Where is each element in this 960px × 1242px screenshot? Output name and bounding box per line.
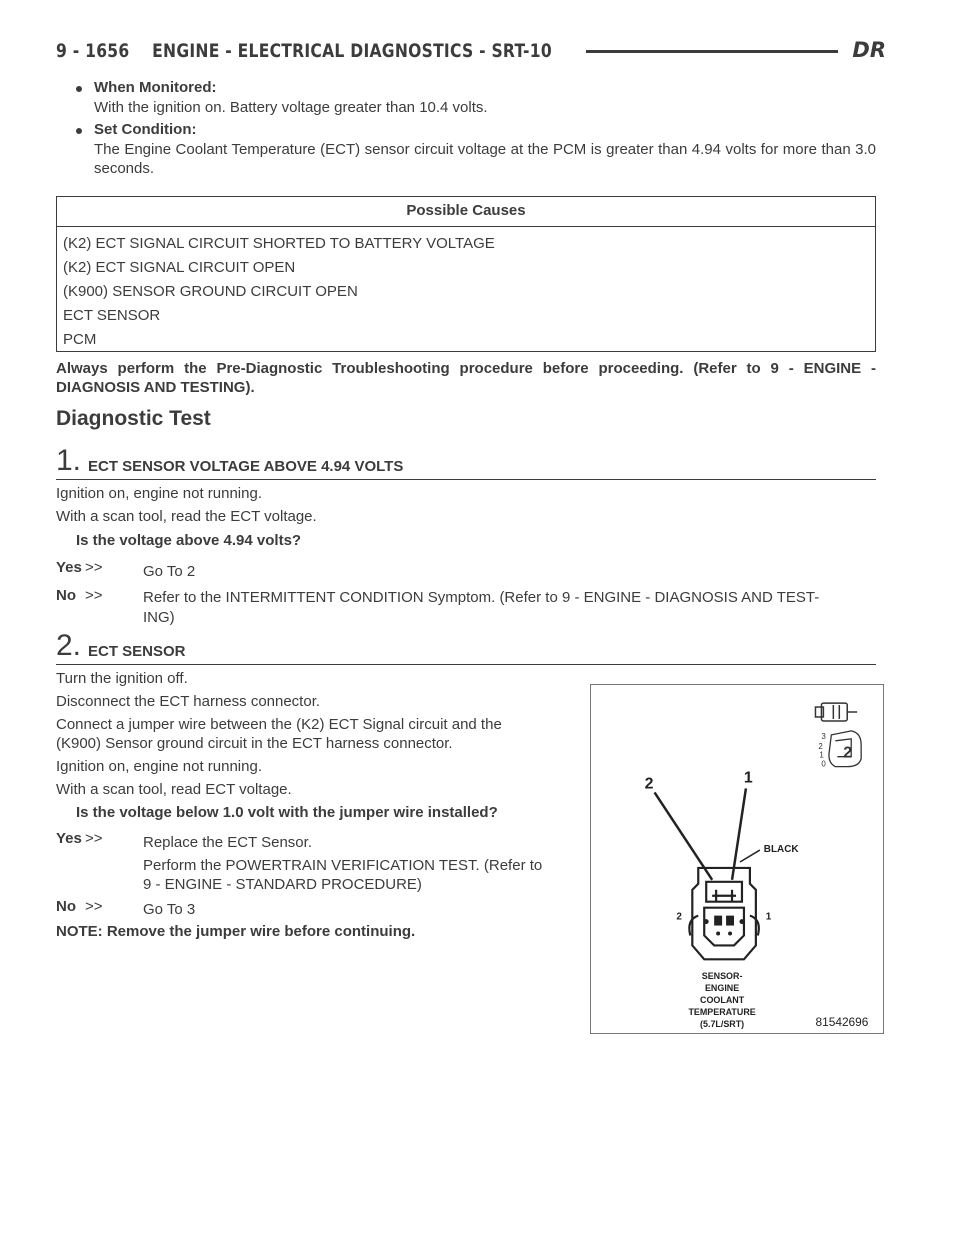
step-1-no-label: No — [56, 587, 76, 604]
bullet-dot — [76, 128, 82, 134]
connector-icon — [815, 703, 857, 721]
cause-item: (K2) ECT SIGNAL CIRCUIT SHORTED TO BATTERY VOLTAGE — [63, 235, 495, 252]
pin-1-leader — [732, 788, 746, 879]
pin-1-label: 1 — [743, 769, 753, 787]
when-monitored-title: When Monitored: — [94, 79, 217, 96]
wire-color-label: BLACK — [763, 844, 799, 856]
pin-2-bottom-label: 2 — [676, 911, 682, 923]
step-2-yes-action: Replace the ECT Sensor. — [143, 834, 312, 851]
scale-label: 3 — [821, 731, 826, 741]
when-monitored-text: With the ignition on. Battery voltage greater than 10.4 volts. — [94, 99, 488, 116]
step-2-heading — [56, 629, 876, 665]
pin-view-number: 2 — [843, 744, 853, 762]
step-2-yes-action: 9 - ENGINE - STANDARD PROCEDURE) — [143, 876, 422, 893]
black-wire-leader — [740, 850, 760, 862]
arrow-glyph: >> — [85, 898, 103, 915]
ect-sensor-connector-figure — [590, 684, 884, 1034]
step-1-no-action-cont: ING) — [143, 609, 175, 626]
step-1-instruction: Ignition on, engine not running. — [56, 485, 262, 502]
caption-line: COOLANT — [700, 995, 745, 1006]
step-number: 1. — [56, 444, 82, 477]
connector-body — [689, 868, 759, 959]
step-title: ECT SENSOR VOLTAGE ABOVE 4.94 VOLTS — [88, 458, 404, 475]
step-2-instruction: Disconnect the ECT harness connector. — [56, 693, 321, 710]
step-2-question: Is the voltage below 1.0 volt with the jumper wire installed? — [76, 804, 498, 821]
caption-line: SENSOR- — [701, 971, 743, 982]
page-header-title: 9 - 1656 ENGINE - ELECTRICAL DIAGNOSTICS - SRT-10 — [56, 40, 552, 62]
connector-diagram — [591, 685, 883, 1033]
pre-diagnostic-note: Always perform the Pre-Diagnostic Troubleshooting procedure before proceeding. (Refer to 9 - ENGINE - DIAGNOSIS AND TESTING). — [56, 360, 876, 396]
cause-item: (K900) SENSOR GROUND CIRCUIT OPEN — [63, 283, 358, 300]
step-2-no-action: Go To 3 — [143, 901, 196, 918]
step-1-no-action: Refer to the INTERMITTENT CONDITION Symptom. (Refer to 9 - ENGINE - DIAGNOSIS AND TEST- — [143, 589, 820, 606]
caption-line: ENGINE — [704, 983, 740, 994]
diagnostic-test-heading: Diagnostic Test — [56, 407, 211, 430]
when-monitored-bullet — [76, 78, 876, 118]
pin-2-label: 2 — [644, 775, 654, 793]
possible-causes-table — [56, 196, 876, 352]
scale-label: 1 — [819, 750, 824, 760]
header-model-code: DR — [852, 38, 886, 62]
arrow-glyph: >> — [85, 830, 103, 847]
set-condition-title: Set Condition: — [94, 121, 197, 138]
figure-id: 81542696 — [815, 1014, 869, 1029]
pin-2-leader — [655, 792, 713, 879]
bullet-dot — [76, 86, 82, 92]
possible-causes-title: Possible Causes — [57, 197, 875, 227]
header-rule — [586, 50, 838, 53]
step-2-note: NOTE: Remove the jumper wire before continuing. — [56, 923, 416, 940]
step-1-question: Is the voltage above 4.94 volts? — [76, 532, 302, 549]
step-2-instruction: (K900) Sensor ground circuit in the ECT harness connector. — [56, 735, 453, 752]
arrow-glyph: >> — [85, 587, 103, 604]
cause-item: PCM — [63, 331, 97, 348]
pin-1-bottom-label: 1 — [765, 911, 772, 923]
scale-label: 2 — [818, 741, 823, 751]
cause-item: ECT SENSOR — [63, 307, 161, 324]
step-2-instruction: Ignition on, engine not running. — [56, 758, 262, 775]
cause-item: (K2) ECT SIGNAL CIRCUIT OPEN — [63, 259, 296, 276]
step-number: 2. — [56, 629, 82, 662]
step-2-yes-label: Yes — [56, 830, 82, 847]
step-1-yes-action: Go To 2 — [143, 563, 196, 580]
arrow-glyph: >> — [85, 559, 103, 576]
caption-line: TEMPERATURE — [688, 1006, 756, 1017]
step-1-heading — [56, 444, 876, 480]
page-header — [56, 36, 886, 66]
step-1-instruction: With a scan tool, read the ECT voltage. — [56, 508, 317, 525]
set-condition-bullet — [76, 120, 876, 180]
step-2-instruction: Turn the ignition off. — [56, 670, 188, 687]
step-2-no-label: No — [56, 898, 76, 915]
step-1-yes-label: Yes — [56, 559, 82, 576]
step-2-instruction: With a scan tool, read ECT voltage. — [56, 781, 292, 798]
set-condition-text: The Engine Coolant Temperature (ECT) sensor circuit voltage at the PCM is greater than 4.94 volts for more than 3.0 seconds. — [94, 141, 876, 177]
scale-label: 0 — [821, 759, 826, 769]
step-2-yes-action: Perform the POWERTRAIN VERIFICATION TEST. (Refer to — [143, 857, 543, 874]
caption-line: (5.7L/SRT) — [700, 1018, 745, 1029]
step-title: ECT SENSOR — [88, 643, 186, 660]
step-2-instruction: Connect a jumper wire between the (K2) ECT Signal circuit and the — [56, 716, 502, 733]
connector-pins — [704, 916, 745, 936]
